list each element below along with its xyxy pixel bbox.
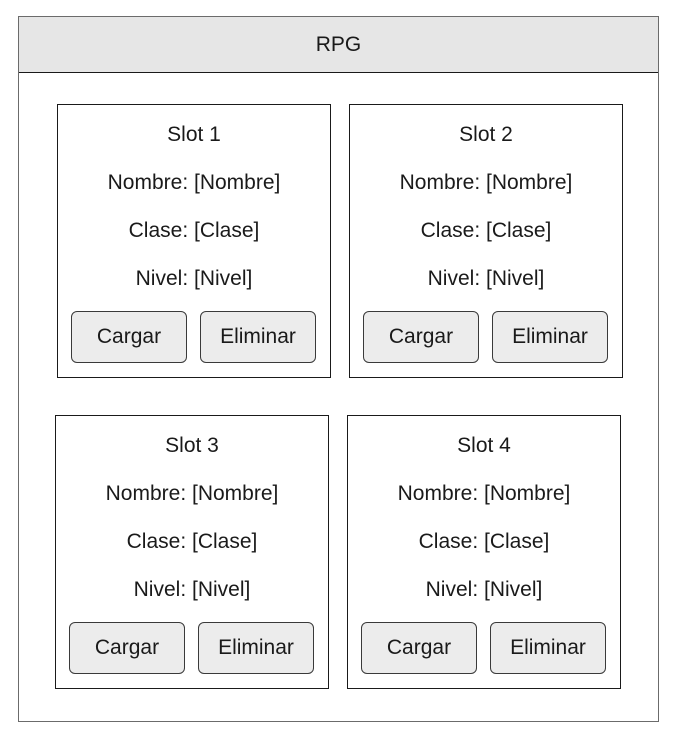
rpg-window (18, 16, 659, 722)
slot-nombre: Nombre: [Nombre] (399, 171, 573, 194)
window-title: RPG (315, 32, 362, 56)
save-slot-2 (349, 104, 623, 378)
load-button[interactable]: Cargar (71, 311, 187, 363)
slot-clase: Clase: [Clase] (418, 530, 550, 553)
load-button[interactable]: Cargar (363, 311, 479, 363)
slot-nombre: Nombre: [Nombre] (105, 482, 279, 505)
delete-button[interactable]: Eliminar (200, 311, 316, 363)
save-slot-1 (57, 104, 331, 378)
slot-nombre: Nombre: [Nombre] (107, 171, 281, 194)
slot-title: Slot 1 (167, 123, 221, 146)
slot-nivel: Nivel: [Nivel] (427, 267, 545, 290)
save-slot-4 (347, 415, 621, 689)
save-slot-3 (55, 415, 329, 689)
delete-button[interactable]: Eliminar (490, 622, 606, 674)
load-button[interactable]: Cargar (361, 622, 477, 674)
slot-nivel: Nivel: [Nivel] (133, 578, 251, 601)
slot-title: Slot 3 (165, 434, 219, 457)
slot-clase: Clase: [Clase] (128, 219, 260, 242)
slot-clase: Clase: [Clase] (420, 219, 552, 242)
window-titlebar (19, 17, 658, 73)
slot-nombre: Nombre: [Nombre] (397, 482, 571, 505)
slot-nivel: Nivel: [Nivel] (135, 267, 253, 290)
delete-button[interactable]: Eliminar (198, 622, 314, 674)
slot-title: Slot 4 (457, 434, 511, 457)
slot-title: Slot 2 (459, 123, 513, 146)
slot-nivel: Nivel: [Nivel] (425, 578, 543, 601)
delete-button[interactable]: Eliminar (492, 311, 608, 363)
load-button[interactable]: Cargar (69, 622, 185, 674)
slot-clase: Clase: [Clase] (126, 530, 258, 553)
